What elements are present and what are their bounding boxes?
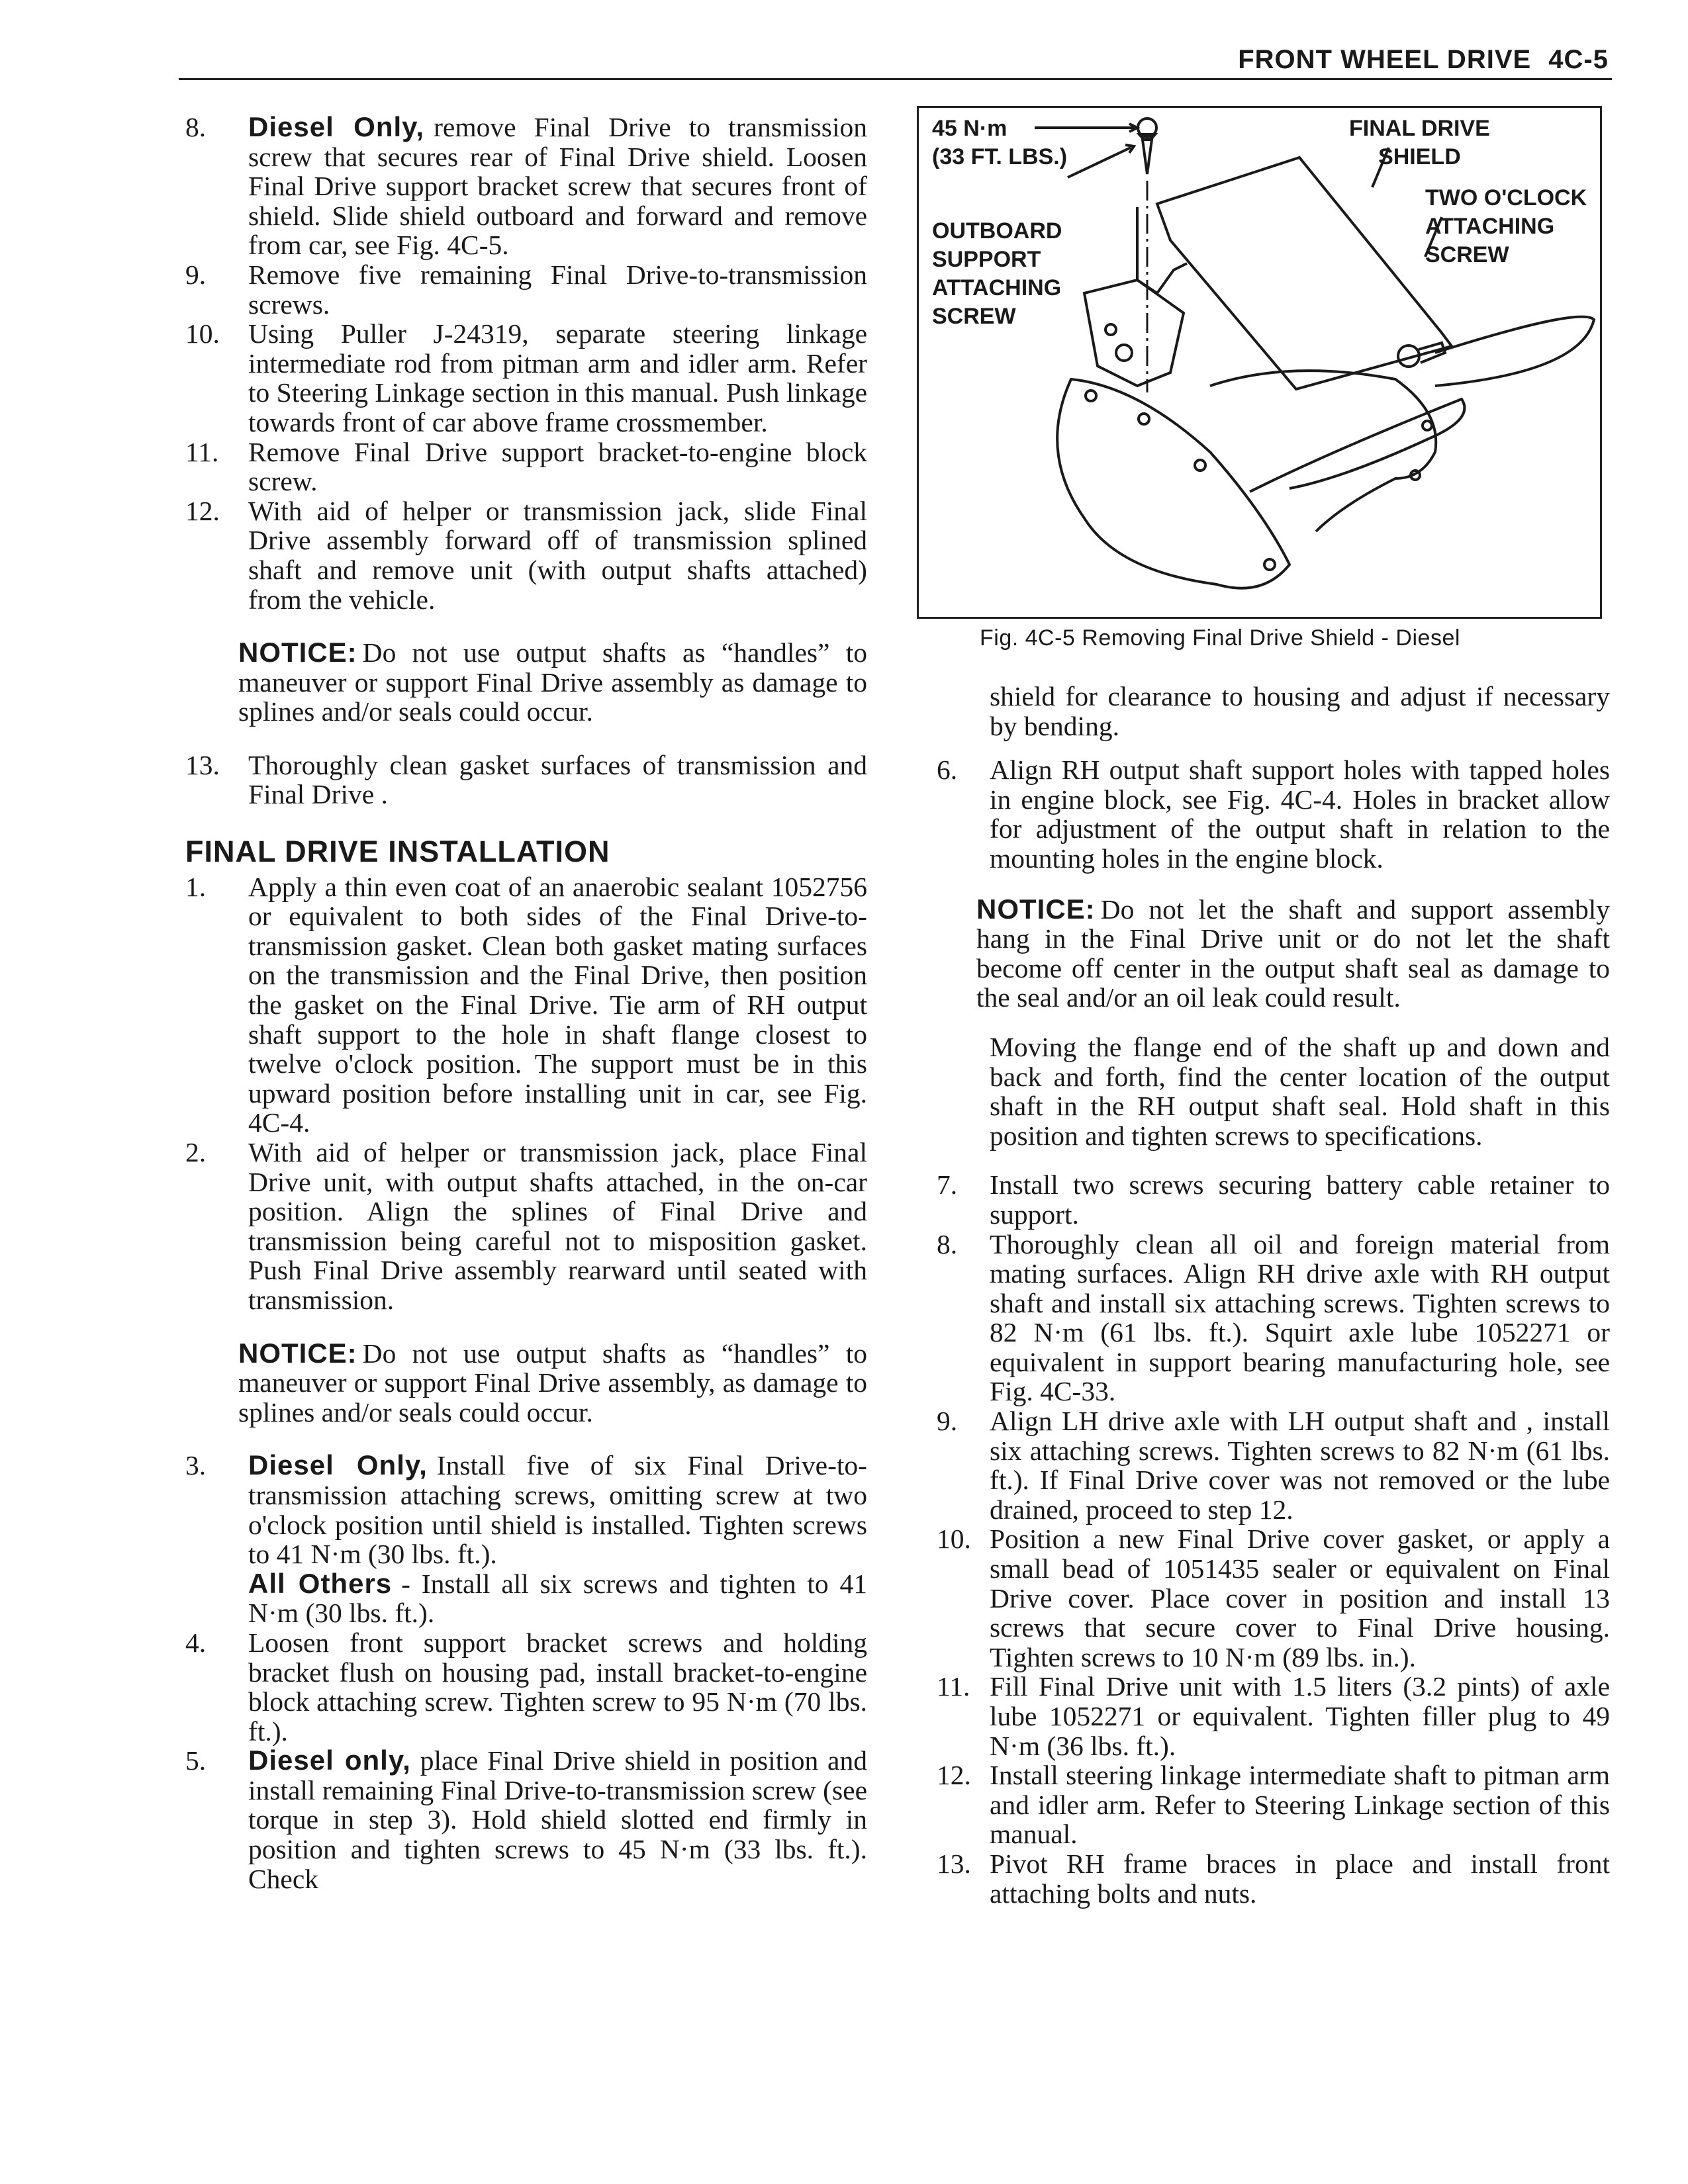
torque-label-line: (33 FT. LBS.) [932,144,1068,169]
two-oclock-label-line: TWO O'CLOCK [1425,185,1587,210]
right-column [937,682,1610,1908]
notice-block [238,638,867,727]
item-number: 1. [185,871,207,902]
item-text: Position a new Final Drive cover gasket, or apply a small bead of 1051435 sealer or equivalent on Final Drive cover. Place cover in position and install 13 screws that secure cover to Final Drive housing. Tighten screws to 10 N·m (89 lbs. in.). [990,1524,1610,1672]
notice-block [238,1339,867,1428]
notice-text: Do not use output shafts as “handles” to maneuver or support Final Drive assembly as damage to splines and/or seals could occur. [238,637,867,727]
item-text: Pivot RH frame braces in place and install front attaching bolts and nuts. [990,1848,1610,1909]
header-page-number: 4C-5 [1548,45,1609,74]
outboard-label-line: ATTACHING [932,275,1062,300]
item-body [990,1524,1610,1672]
item-text: With aid of helper or transmission jack, slide Final Drive assembly forward off of transmission splined shaft and remove unit (with output shafts attached) from the vehicle. [248,495,867,615]
two-oclock-label-line: ATTACHING [1425,214,1555,239]
list-item [937,1406,1610,1524]
item-body [990,1406,1610,1524]
list-item [185,496,867,614]
list-item [937,1524,1610,1672]
item-number: 10. [937,1524,971,1555]
list-item [185,260,867,319]
item-body [248,437,867,496]
item-text: Install five of six Final Drive-to-transmission attaching screws, omitting screw at two o'clock position until shield is installed. Tighten screws to 41 N·m (30 lbs. ft.). [248,1450,867,1570]
list-item [185,113,867,260]
shield-label-line: FINAL DRIVE [1349,116,1490,141]
list-item [185,1746,867,1893]
item-text: Loosen front support bracket screws and holding bracket flush on housing pad, install bracket-to-engine block attaching screw. Tighten screw to 95 N·m (70 lbs. ft.). [248,1627,867,1747]
item-number: 3. [185,1450,207,1481]
outboard-label-line: SCREW [932,304,1016,329]
item-number: 10. [185,318,220,349]
item-text: Using Puller J-24319, separate steering linkage intermediate rod from pitman arm and idler arm. Refer to Steering Linkage section in this manual. Push linkage towards front of car above frame crossmember. [248,318,867,437]
item-text: place Final Drive shield in position and install remaining Final Drive-to-transmission screw (see torque in step 3). Hold shield slotted end firmly in position and tighten screws to 45 N·m (33 lbs. ft.). Check [248,1745,867,1894]
paragraph: Moving the flange end of the shaft up and down and back and forth, find the center location of the output shaft in the RH output shaft seal. Hold shaft in this position and tighten screws to specifications. [990,1031,1610,1151]
list-item [185,319,867,437]
item-number: 11. [185,436,219,467]
item-body [248,1138,867,1315]
item-text: Remove Final Drive support bracket-to-engine block screw. [248,436,867,497]
item-body [990,1760,1610,1849]
item-number: 13. [937,1848,971,1879]
notice-label: NOTICE: [238,637,357,668]
two-oclock-label-line: SCREW [1425,242,1509,267]
figure-caption: Fig. 4C-5 Removing Final Drive Shield - Diesel [980,625,1460,651]
item-lead: Diesel Only, [248,111,425,142]
item-number: 8. [185,112,207,142]
torque-label-line: 45 N·m [932,116,1008,141]
item-body [248,496,867,614]
item-number: 13. [185,749,220,780]
item-text: Align RH output shaft support holes with tapped holes in engine block, see Fig. 4C-4. Holes in bracket allow for adjustment of the output shaft in relation to the mounting holes in the engine block. [990,754,1610,874]
outboard-support-screw-label [932,217,1062,331]
notice-text: Do not use output shafts as “handles” to maneuver or support Final Drive assembly, as damage to splines and/or seals could occur. [238,1338,867,1428]
notice-block [976,895,1610,1013]
item-text: Thoroughly clean all oil and foreign material from mating surfaces. Align RH drive axle with RH output shaft and install six attaching screws. Tighten screws to 82 N·m (61 lbs. ft.). Squirt axle lube 1052271 or equivalent in support bearing manufacturing hole, see Fig. 4C-33. [990,1228,1610,1407]
list-item [185,437,867,496]
item-text: Remove five remaining Final Drive-to-transmission screws. [248,259,867,320]
item-body [990,755,1610,873]
notice-label: NOTICE: [238,1337,357,1369]
list-item [185,872,867,1138]
item-number: 11. [937,1671,970,1702]
item-body [990,1672,1610,1760]
section-heading: FINAL DRIVE INSTALLATION [185,835,610,869]
item-lead: Diesel only, [248,1745,411,1776]
item-number: 12. [185,495,220,526]
item-text: Align LH drive axle with LH output shaft and , install six attaching screws. Tighten screws to 82 N·m (61 lbs. ft.). If Final Drive cover was not removed or the lube drained, proceed to step 12. [990,1406,1610,1525]
item-body [248,1746,867,1893]
notice-text: Do not let the shaft and support assembly hang in the Final Drive unit or do not let the shaft become off center in the output shaft seal as damage to the seal and/or an oil leak could result. [976,893,1610,1013]
list-item [937,1672,1610,1760]
item-text: Install steering linkage intermediate shaft to pitman arm and idler arm. Refer to Steering Linkage section of this manual. [990,1760,1610,1850]
item-sub-text: - Install all six screws and tighten to 41 N·m (30 lbs. ft.). [248,1568,867,1629]
two-oclock-screw-label [1425,184,1587,269]
item-number: 4. [185,1627,207,1658]
list-item [937,1230,1610,1407]
list-item [185,1138,867,1315]
item-body [248,319,867,437]
header-rule [179,78,1612,80]
list-item [937,1849,1610,1908]
item-body [990,1849,1610,1908]
item-body [248,1451,867,1628]
list-item [937,755,1610,873]
item-body [990,1230,1610,1407]
header-title: FRONT WHEEL DRIVE [1238,45,1532,74]
outboard-label-line: OUTBOARD [932,218,1062,244]
item-number: 8. [937,1228,958,1259]
item-text: Apply a thin even coat of an anaerobic sealant 1052756 or equivalent to both sides of the Final Drive-to-transmission gasket. Clean both gasket mating surfaces on the transmission and the Final Drive, then position the gasket on the Final Drive. Tie arm of RH output shaft support to the hole in shaft flange closest to twelve o'clock position. The support must be in this upward position before installing unit in car, see Fig. 4C-4. [248,871,867,1138]
item-number: 12. [937,1760,971,1791]
figure-final-drive-shield [917,106,1602,619]
item-body [990,1170,1610,1229]
item-text: Fill Final Drive unit with 1.5 liters (3.2 pints) of axle lube 1052271 or equivalent. Tighten filler plug to 49 N·m (36 lbs. ft.). [990,1671,1610,1761]
list-item [185,1628,867,1746]
item-sub-paragraph [248,1569,867,1628]
item-body [248,1628,867,1746]
notice-label: NOTICE: [976,893,1096,925]
item-text: Thoroughly clean gasket surfaces of transmission and Final Drive . [248,749,867,810]
list-item [937,1170,1610,1229]
item-number: 5. [185,1745,207,1776]
shield-label-line: SHIELD [1378,144,1461,169]
list-item [185,751,867,809]
item-body [248,113,867,260]
item-lead: Diesel Only, [248,1449,428,1481]
item-number: 6. [937,754,958,786]
item-sub-lead: All Others [248,1567,393,1599]
item-body [248,751,867,809]
paragraph: shield for clearance to housing and adjust if necessary by bending. [990,681,1610,741]
item-number: 7. [937,1169,958,1201]
item-number: 9. [185,259,207,290]
item-text: remove Final Drive to transmission screw that secures rear of Final Drive shield. Loosen Final Drive support bracket screw that secures front of shield. Slide shield outboard and forward and remove from car, see Fig. 4C-5. [248,112,867,261]
item-text: Install two screws securing battery cable retainer to support. [990,1169,1610,1230]
item-text: With aid of helper or transmission jack, place Final Drive unit, with output shafts attached, in the on-car position. Align the splines of Final Drive and transmission being careful not to misposition gasket. Push Final Drive assembly rearward until seated with transmission. [248,1137,867,1315]
item-body [248,260,867,319]
item-number: 2. [185,1137,207,1167]
item-body [248,872,867,1138]
torque-label [932,114,1067,171]
list-item [185,1451,867,1628]
list-item [937,1760,1610,1849]
page-header [1238,45,1609,75]
outboard-label-line: SUPPORT [932,247,1041,272]
left-column [185,113,867,1893]
item-number: 9. [937,1406,958,1437]
final-drive-shield-label [1349,114,1490,171]
